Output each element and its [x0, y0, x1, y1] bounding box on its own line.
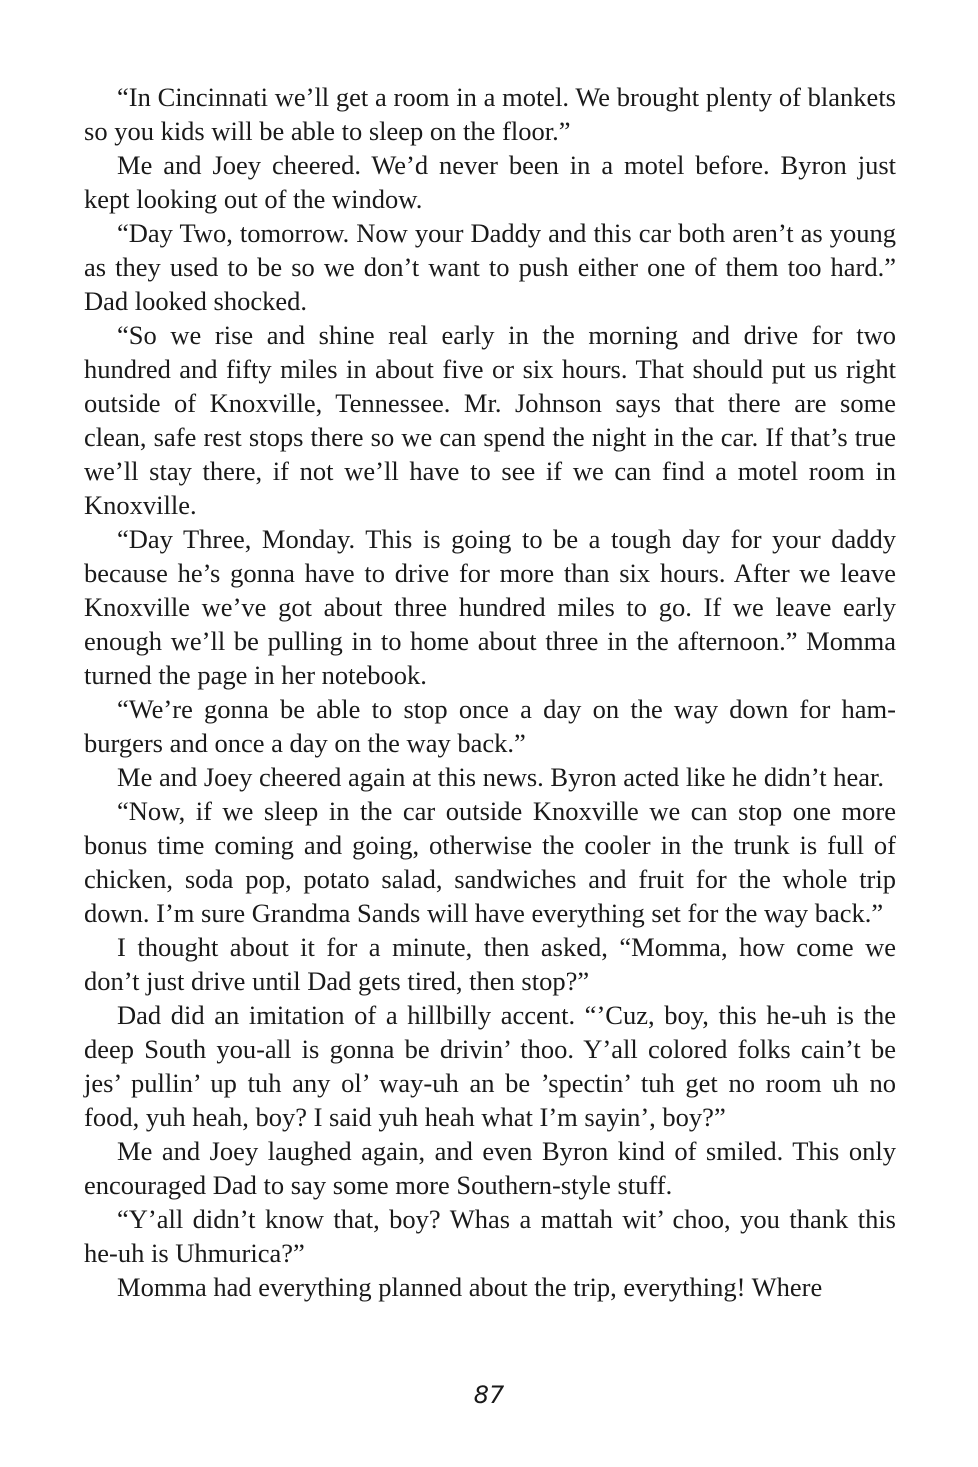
paragraph: “So we rise and shine real early in the morning and drive for two hundred and fifty miles in about five or six hours. That should put us right outside of Knoxville, Tennessee. Mr. Johnson says that there are some clean, safe rest stops there so we can spend the night in the car. If that’s true we’ll stay there, if not we’ll have to see if we can find a motel room in Knoxville.: [84, 320, 896, 520]
paragraph: “In Cincinnati we’ll get a room in a motel. We brought plenty of blankets so you kids will be able to sleep on the floor.”: [84, 82, 896, 146]
paragraph: Dad did an imitation of a hillbilly accent. “’Cuz, boy, this he-uh is the deep South you-all is gonna be drivin’ thoo. Y’all colored folks cain’t be jes’ pullin’ up tuh any ol’ way-uh an be ’spectin’ tuh get no room uh no food, yuh heah, boy? I said yuh heah what I’m sayin’, boy?”: [84, 1000, 896, 1132]
page-body: [84, 80, 896, 1304]
paragraph: “Day Three, Monday. This is going to be a tough day for your daddy because he’s gonna have to drive for more than six hours. After we leave Knoxville we’ve got about three hundred miles to go. If we leave early enough we’ll be pulling in to home about three in the afternoon.” Momma turned the page in her notebook.: [84, 524, 896, 690]
paragraph: “Y’all didn’t know that, boy? Whas a mattah wit’ choo, you thank this he-uh is Uhmurica?”: [84, 1204, 896, 1268]
paragraph: Me and Joey cheered again at this news. Byron acted like he didn’t hear.: [117, 762, 885, 792]
paragraph: “Now, if we sleep in the car outside Knoxville we can stop one more bonus time coming and going, otherwise the cooler in the trunk is full of chicken, soda pop, potato salad, sandwiches and fruit for the whole trip down. I’m sure Grandma Sands will have everything set for the way back.”: [84, 796, 896, 928]
page-number: 87: [473, 1381, 505, 1409]
paragraph: “We’re gonna be able to stop once a day on the way down for hamburgers and once a day on the way back.”: [84, 694, 896, 758]
paragraph: “Day Two, tomorrow. Now your Daddy and this car both aren’t as young as they used to be so we don’t want to push either one of them too hard.” Dad looked shocked.: [84, 218, 896, 316]
paragraph: Me and Joey laughed again, and even Byron kind of smiled. This only encouraged Dad to say some more Southern-style stuff.: [84, 1136, 896, 1200]
paragraph: Momma had everything planned about the trip, everything! Where: [117, 1272, 823, 1302]
paragraph: Me and Joey cheered. We’d never been in a motel before. Byron just kept looking out of the window.: [84, 150, 896, 214]
paragraph: I thought about it for a minute, then asked, “Momma, how come we don’t just drive until Dad gets tired, then stop?”: [84, 932, 896, 996]
